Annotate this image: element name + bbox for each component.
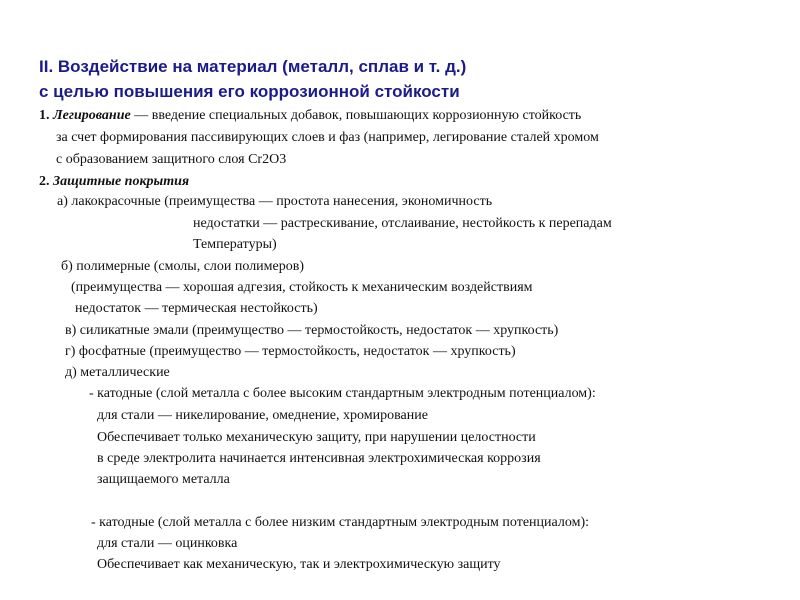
item-v: в) силикатные эмали (преимущество — термостойкость, недостаток — хрупкость) — [65, 323, 559, 338]
slide-title-line-2: с целью повышения его коррозионной стойкости — [39, 82, 460, 101]
section-1-line-1 — [39, 107, 581, 125]
item-b-line-3: недостаток — термическая нестойкость) — [75, 301, 318, 316]
section-1-line-3: с образованием защитного слоя Cr2O3 — [56, 152, 287, 167]
item-d-title: д) металлические — [65, 365, 170, 380]
item-b-line-2: (преимущества — хорошая адгезия, стойкость к механическим воздействиям — [71, 280, 533, 295]
section-1-term: Легирование — [53, 108, 131, 123]
item-g: г) фосфатные (преимущество — термостойкость, недостаток — хрупкость) — [65, 344, 516, 359]
slide-title-line-1: II. Воздействие на материал (металл, сплав и т. д.) — [39, 57, 467, 76]
section-1-number: 1. — [39, 108, 50, 123]
item-a-line-2: недостатки — растрескивание, отслаивание, нестойкость к перепадам — [193, 216, 612, 231]
item-a-line-1: а) лакокрасочные (преимущества — простота нанесения, экономичность — [57, 194, 493, 209]
section-2-heading — [39, 173, 189, 191]
cathodic-1-line-2: для стали — никелирование, омеднение, хромирование — [97, 408, 428, 423]
section-1-line-2: за счет формирования пассивирующих слоев и фаз (например, легирование сталей хромом — [56, 130, 599, 145]
section-2-number: 2. — [39, 174, 50, 189]
cathodic-1-line-3: Обеспечивает только механическую защиту, при нарушении целостности — [97, 430, 536, 445]
cathodic-2-line-2: для стали — оцинковка — [97, 536, 238, 551]
cathodic-1-line-4: в среде электролита начинается интенсивная электрохимическая коррозия — [97, 451, 541, 466]
section-2-term: Защитные покрытия — [53, 174, 190, 189]
item-a-line-3: Температуры) — [193, 237, 277, 252]
cathodic-2-line-1: - катодные (слой металла с более низким стандартным электродным потенциалом): — [91, 515, 590, 530]
cathodic-1-line-1: - катодные (слой металла с более высоким стандартным электродным потенциалом): — [89, 386, 596, 401]
section-1-text: — введение специальных добавок, повышающих коррозионную стойкость — [130, 108, 582, 123]
item-b-line-1: б) полимерные (смолы, слои полимеров) — [61, 259, 305, 274]
cathodic-2-line-3: Обеспечивает как механическую, так и электрохимическую защиту — [97, 557, 501, 572]
cathodic-1-line-5: защищаемого металла — [97, 472, 230, 487]
